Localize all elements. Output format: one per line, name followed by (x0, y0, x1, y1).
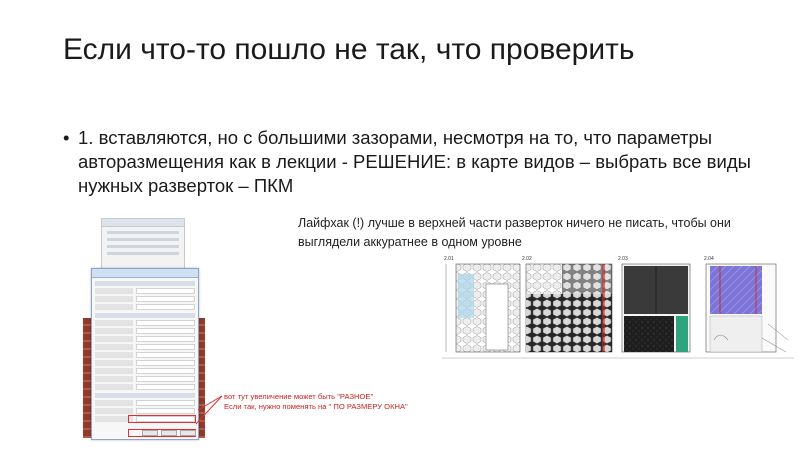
sheet-label-1: 2.01 (444, 256, 454, 262)
sheet-label-3: 2.03 (618, 256, 628, 262)
view-properties-screenshot (83, 218, 201, 440)
sheet-2-02 (522, 256, 612, 352)
scale-field-highlight (128, 415, 196, 423)
bullet-text: 1. вставляются, но с большими зазорами, несмотря на то, что параметры авторазмещения как в лекции - РЕШЕНИЕ: в карте видов – выбрать все виды нужных разверток – ПКМ (78, 127, 751, 196)
bullet-item (63, 126, 753, 198)
sheet-label-4: 2.04 (704, 256, 714, 262)
sheet-2-04 (704, 256, 788, 352)
slide-title: Если что-то пошло не так, что проверить (63, 33, 635, 66)
elevation-drawings (442, 254, 794, 364)
sheet-2-03 (618, 256, 690, 352)
bullet-marker: • (63, 127, 70, 148)
sheet-label-2: 2.02 (522, 256, 532, 262)
annotation-note: вот тут увеличение может быть "РАЗНОЕ" Если так, нужно поменять на " ПО РАЗМЕРУ ОКНА" (224, 392, 408, 411)
dialog-titlebar (92, 269, 198, 278)
sheet-2-01 (444, 256, 520, 352)
lifehack-text: Лайфхак (!) лучше в верхней части разверток ничего не писать, чтобы они выглядели аккуратнее в одном уровне (298, 216, 731, 249)
properties-dialog (91, 268, 199, 440)
